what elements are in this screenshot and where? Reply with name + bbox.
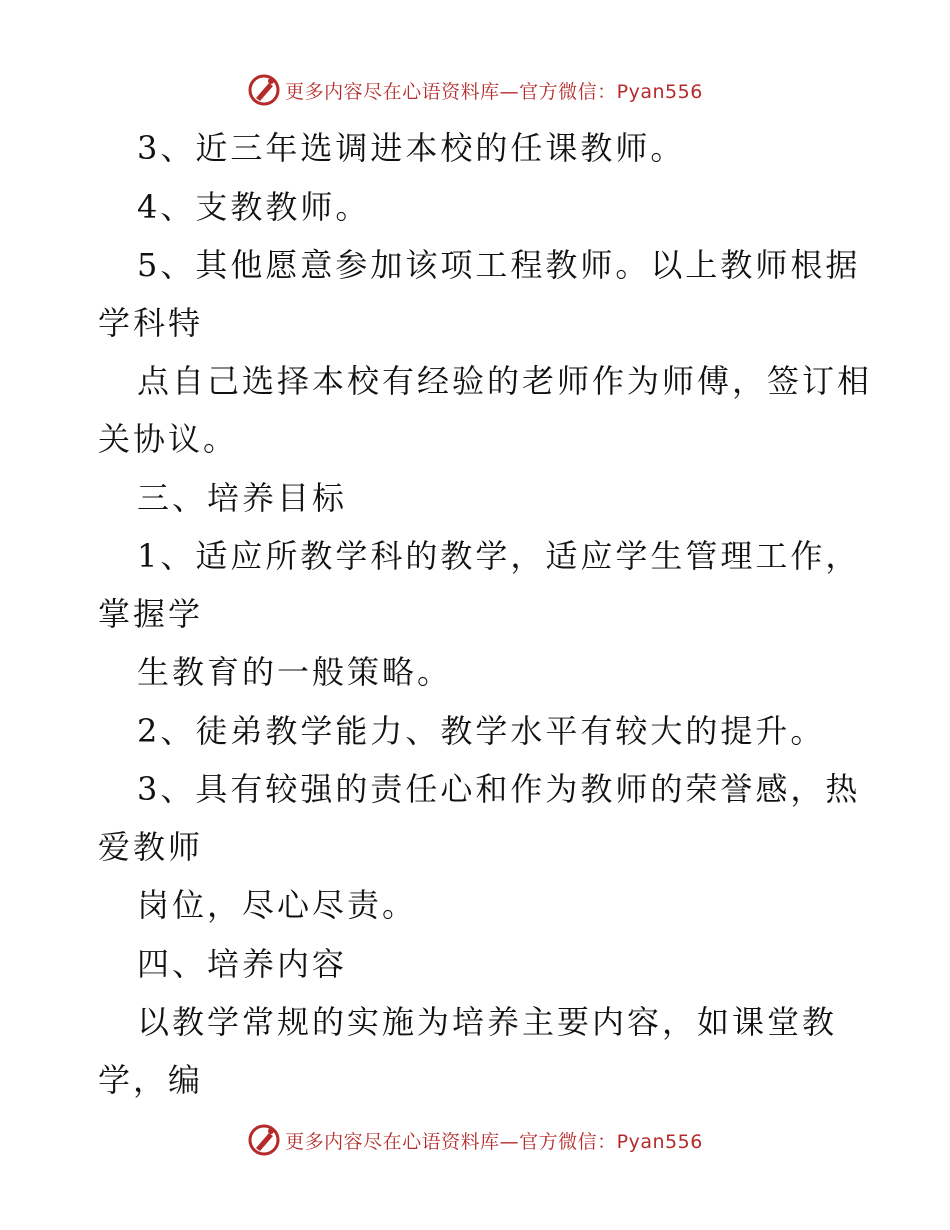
header-banner bbox=[0, 70, 950, 110]
body-line: 点自己选择本校有经验的老师作为师傅，签订相 bbox=[137, 362, 873, 400]
body-line: 3、近三年选调进本校的任课教师。 bbox=[137, 129, 686, 167]
body-line: 学科特 bbox=[98, 304, 204, 342]
body-line: 5、其他愿意参加该项工程教师。以上教师根据 bbox=[137, 246, 861, 284]
body-line: 掌握学 bbox=[98, 595, 204, 633]
body-line: 岗位，尽心尽责。 bbox=[137, 886, 418, 924]
body-line: 3、具有较强的责任心和作为教师的荣誉感，热 bbox=[137, 770, 861, 808]
body-line: 爱教师 bbox=[98, 828, 204, 866]
pen-logo-icon bbox=[247, 1123, 281, 1157]
body-line: 2、徒弟教学能力、教学水平有较大的提升。 bbox=[137, 712, 826, 750]
body-line: 4、支教教师。 bbox=[137, 188, 371, 226]
header-banner-text: 更多内容尽在心语资料库—官方微信：Pyan556 bbox=[285, 80, 703, 103]
body-line: 以教学常规的实施为培养主要内容，如课堂教 bbox=[137, 1003, 838, 1041]
footer-banner bbox=[0, 1120, 950, 1160]
section-heading: 三、培养目标 bbox=[137, 479, 348, 517]
section-heading: 四、培养内容 bbox=[137, 945, 348, 983]
body-line: 学，编 bbox=[98, 1061, 204, 1099]
pen-logo-icon bbox=[247, 73, 281, 107]
body-line: 生教育的一般策略。 bbox=[137, 653, 453, 691]
body-line: 关协议。 bbox=[98, 420, 239, 458]
body-line: 1、适应所教学科的教学，适应学生管理工作， bbox=[137, 537, 861, 575]
footer-banner-text: 更多内容尽在心语资料库—官方微信：Pyan556 bbox=[285, 1130, 703, 1153]
